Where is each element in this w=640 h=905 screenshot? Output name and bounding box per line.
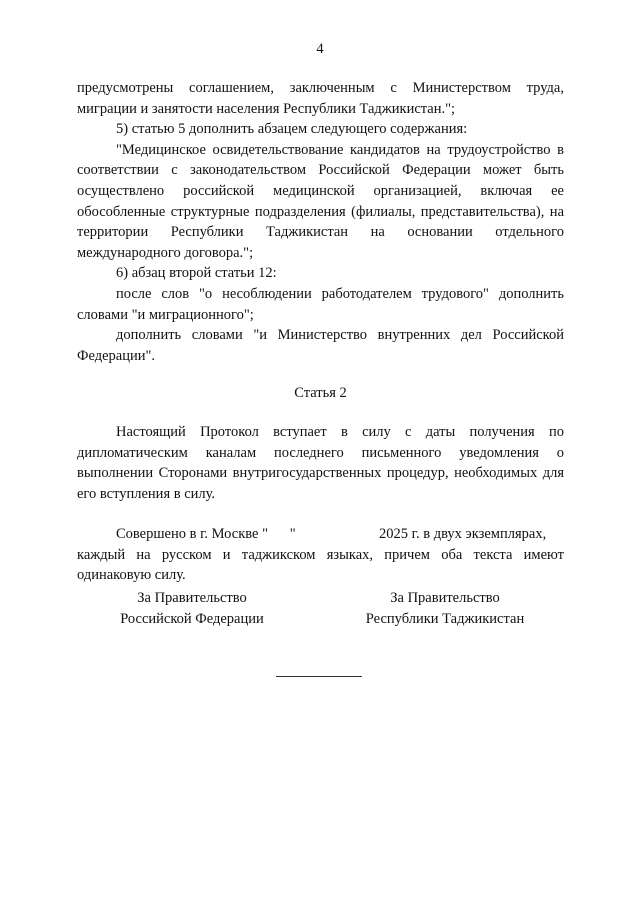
signature-russia <box>82 588 302 629</box>
done-line-rest: каждый на русском и таджикском языках, причем оба текста имеют одинаковую силу. <box>77 546 564 584</box>
page-number: 4 <box>316 41 324 57</box>
done-line-1: Совершено в г. Москве " " 2025 г. в двух экземплярах, <box>116 526 547 543</box>
document-body <box>77 78 564 586</box>
paragraph-continuation: предусмотрены соглашением, заключенным с Министерством труда, миграции и занятости населения Республики Таджикистан."; <box>77 80 564 117</box>
signature-tajikistan-line2: Республики Таджикистан <box>365 610 525 627</box>
signature-russia-line2: Российской Федерации <box>120 610 264 627</box>
article-2-text: Настоящий Протокол вступает в силу с даты получения по дипломатическим каналам последнего письменного уведомления о выполнении Сторонами внутригосударственных процедур, необходимых для его вступления в силу. <box>77 423 564 502</box>
paragraph-item-5: 5) статью 5 дополнить абзацем следующего содержания: <box>116 121 468 138</box>
signature-russia-line1: За Правительство <box>137 590 247 606</box>
paragraph-item-6: 6) абзац второй статьи 12: <box>116 265 277 282</box>
signature-tajikistan-line1: За Правительство <box>390 590 500 606</box>
end-divider-line <box>276 676 362 677</box>
signature-tajikistan <box>335 588 555 629</box>
paragraph-add-ministry: дополнить словами "и Министерство внутренних дел Российской Федерации". <box>77 327 564 364</box>
paragraph-medical-exam: "Медицинское освидетельствование кандидатов на трудоустройство в соответствии с законодательством Российской Федерации может быть осуществлено российской медицинской организацией, включая ее обособленные структурные подразделения (филиалы, представительства), на территории Республики Таджикистан на основании отдельного международного договора."; <box>77 141 564 261</box>
paragraph-after-words: после слов "о несоблюдении работодателем трудового" дополнить словами "и миграционного"; <box>77 285 564 323</box>
article-2-title: Статья 2 <box>294 385 347 402</box>
